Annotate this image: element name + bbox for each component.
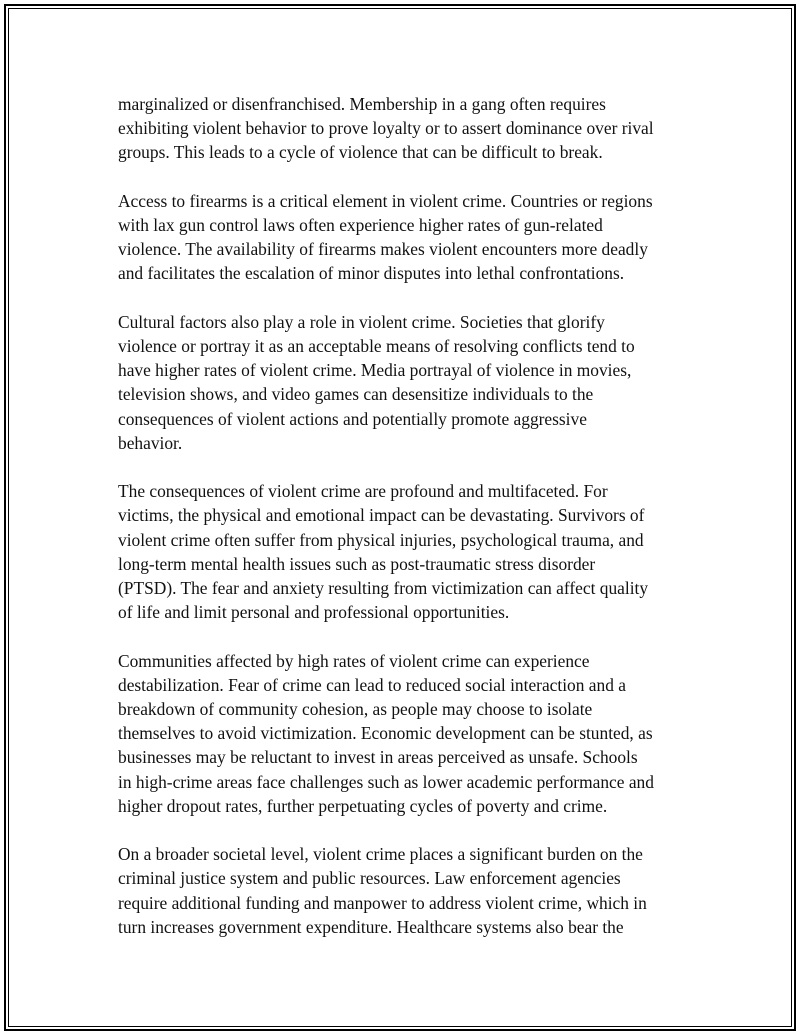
- paragraph: [118, 842, 688, 939]
- text-line: Communities affected by high rates of violent crime can experience: [118, 650, 590, 671]
- text-line: On a broader societal level, violent crime places a significant burden on the: [118, 844, 643, 865]
- text-line: consequences of violent actions and potentially promote aggressive: [118, 408, 587, 429]
- text-line: in high-crime areas face challenges such as lower academic performance and: [118, 771, 654, 792]
- text-line: groups. This leads to a cycle of violence that can be difficult to break.: [118, 142, 603, 163]
- text-line: behavior.: [118, 432, 183, 453]
- text-line: with lax gun control laws often experience higher rates of gun-related: [118, 215, 603, 235]
- text-line: violence. The availability of firearms makes violent encounters more deadly: [118, 239, 648, 260]
- text-line: require additional funding and manpower to address violent crime, which in: [118, 892, 647, 913]
- text-line: marginalized or disenfranchised. Membership in a gang often requires: [118, 94, 606, 114]
- text-line: breakdown of community cohesion, as people may choose to isolate: [118, 699, 593, 720]
- text-line: have higher rates of violent crime. Media portrayal of violence in movies,: [118, 360, 632, 381]
- paragraph: [118, 649, 688, 818]
- text-line: exhibiting violent behavior to prove loyalty or to assert dominance over rival: [118, 118, 654, 139]
- paragraph: [118, 92, 688, 165]
- text-line: of life and limit personal and professional opportunities.: [118, 602, 510, 623]
- text-line: Access to firearms is a critical element in violent crime. Countries or regions: [118, 190, 653, 211]
- text-line: (PTSD). The fear and anxiety resulting from victimization can affect quality: [118, 578, 649, 599]
- text-line: higher dropout rates, further perpetuating cycles of poverty and crime.: [118, 795, 608, 816]
- text-line: and facilitates the escalation of minor disputes into lethal confrontations.: [118, 263, 625, 284]
- paragraph: [118, 479, 688, 624]
- paragraph: [118, 189, 688, 286]
- text-line: destabilization. Fear of crime can lead to reduced social interaction and a: [118, 674, 626, 695]
- text-line: violent crime often suffer from physical injuries, psychological trauma, and: [118, 529, 644, 550]
- text-line: themselves to avoid victimization. Economic development can be stunted, as: [118, 723, 653, 744]
- text-line: turn increases government expenditure. Healthcare systems also bear the: [118, 916, 624, 937]
- text-line: businesses may be reluctant to invest in areas perceived as unsafe. Schools: [118, 747, 638, 768]
- document-body: [118, 92, 688, 963]
- text-line: criminal justice system and public resources. Law enforcement agencies: [118, 868, 621, 889]
- text-line: The consequences of violent crime are profound and multifaceted. For: [118, 481, 608, 502]
- text-line: victims, the physical and emotional impact can be devastating. Survivors of: [118, 505, 645, 526]
- text-line: violence or portray it as an acceptable means of resolving conflicts tend to: [118, 336, 635, 356]
- text-line: television shows, and video games can desensitize individuals to the: [118, 384, 594, 405]
- text-line: long-term mental health issues such as post-traumatic stress disorder: [118, 553, 596, 574]
- text-line: Cultural factors also play a role in violent crime. Societies that glorify: [118, 311, 605, 332]
- paragraph: [118, 310, 688, 455]
